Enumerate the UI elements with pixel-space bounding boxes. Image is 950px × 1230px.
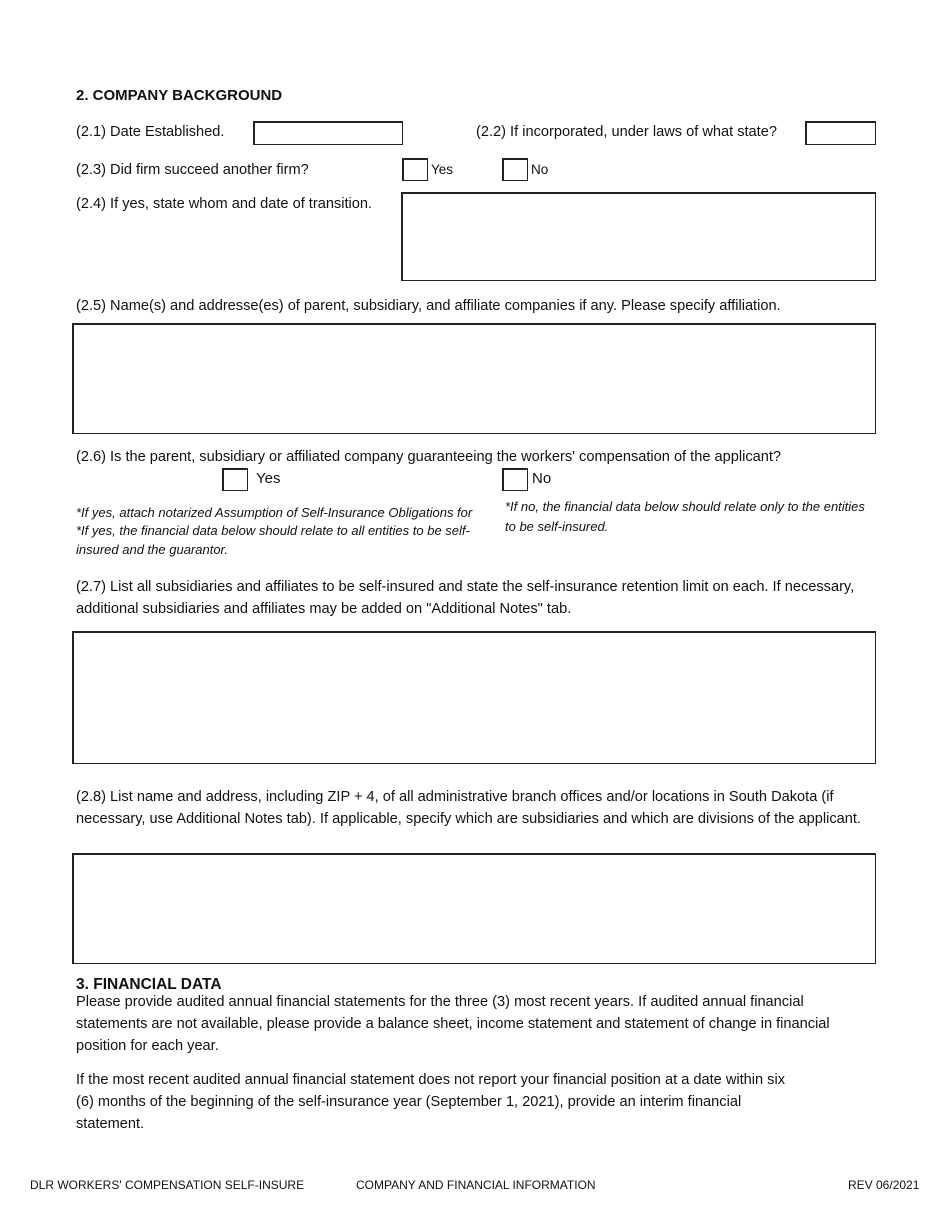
- succeed-firm-yes-label: Yes: [431, 162, 454, 177]
- incorporation-state-field[interactable]: [805, 121, 876, 145]
- branch-offices-field[interactable]: [72, 853, 876, 964]
- section-2-title: 2. COMPANY BACKGROUND: [76, 87, 283, 104]
- financial-data-paragraph-1: Please provide audited annual financial statements for the three (3) most recent years. If audited annual financial statements are not available, please provide a balance sheet, income statement and statement of change in financial position for each year.: [76, 994, 830, 1054]
- guarantee-yes-label: Yes: [256, 470, 281, 487]
- succeed-firm-no-label: No: [531, 162, 549, 177]
- date-established-field[interactable]: [253, 121, 403, 145]
- guarantee-yes-note-2: *If yes, the financial data below should relate to all entities to be self-insured and the guarantor.: [76, 523, 470, 557]
- guarantee-yes-note-1: *If yes, attach notarized Assumption of Self-Insurance Obligations for: [76, 505, 473, 520]
- q2-6-label: (2.6) Is the parent, subsidiary or affiliated company guaranteeing the workers' compensation of the applicant?: [76, 449, 782, 465]
- q2-7-label: (2.7) List all subsidiaries and affiliates to be self-insured and state the self-insurance retention limit on each. If necessary, additional subsidiaries and affiliates may be added on "Additional Notes" tab.: [76, 579, 855, 617]
- footer-center: COMPANY AND FINANCIAL INFORMATION: [356, 1178, 596, 1192]
- q2-4-label: (2.4) If yes, state whom and date of transition.: [76, 196, 373, 212]
- guarantee-no-label: No: [532, 470, 552, 487]
- guarantee-no-checkbox[interactable]: [502, 468, 528, 491]
- transition-details-field[interactable]: [401, 192, 876, 281]
- q2-1-label: (2.1) Date Established.: [76, 124, 225, 140]
- section-3-title: 3. FINANCIAL DATA: [76, 976, 222, 993]
- guarantee-yes-checkbox[interactable]: [222, 468, 248, 491]
- footer-right: REV 06/2021: [848, 1178, 920, 1192]
- footer-left: DLR WORKERS' COMPENSATION SELF-INSURE: [30, 1178, 305, 1192]
- subsidiaries-affiliates-field[interactable]: [72, 631, 876, 764]
- q2-2-label: (2.2) If incorporated, under laws of what state?: [476, 124, 777, 140]
- q2-5-label: (2.5) Name(s) and addresse(es) of parent, subsidiary, and affiliate companies if any. Please specify affiliation.: [76, 298, 781, 314]
- financial-data-paragraph-2: If the most recent audited annual financial statement does not report your financial position at a date within six (6) months of the beginning of the self-insurance year (September 1, 2021), provide an interim financial statement.: [76, 1072, 786, 1132]
- q2-8-label: (2.8) List name and address, including ZIP + 4, of all administrative branch offices and/or locations in South Dakota (if necessary, use Additional Notes tab). If applicable, specify which are subsidiaries and which are divisions of the applicant.: [76, 789, 861, 827]
- guarantee-no-note: *If no, the financial data below should relate only to the entities to be self-insured.: [505, 499, 865, 534]
- affiliate-companies-field[interactable]: [72, 323, 876, 434]
- succeed-firm-yes-checkbox[interactable]: [402, 158, 428, 181]
- succeed-firm-no-checkbox[interactable]: [502, 158, 528, 181]
- q2-3-label: (2.3) Did firm succeed another firm?: [76, 162, 309, 178]
